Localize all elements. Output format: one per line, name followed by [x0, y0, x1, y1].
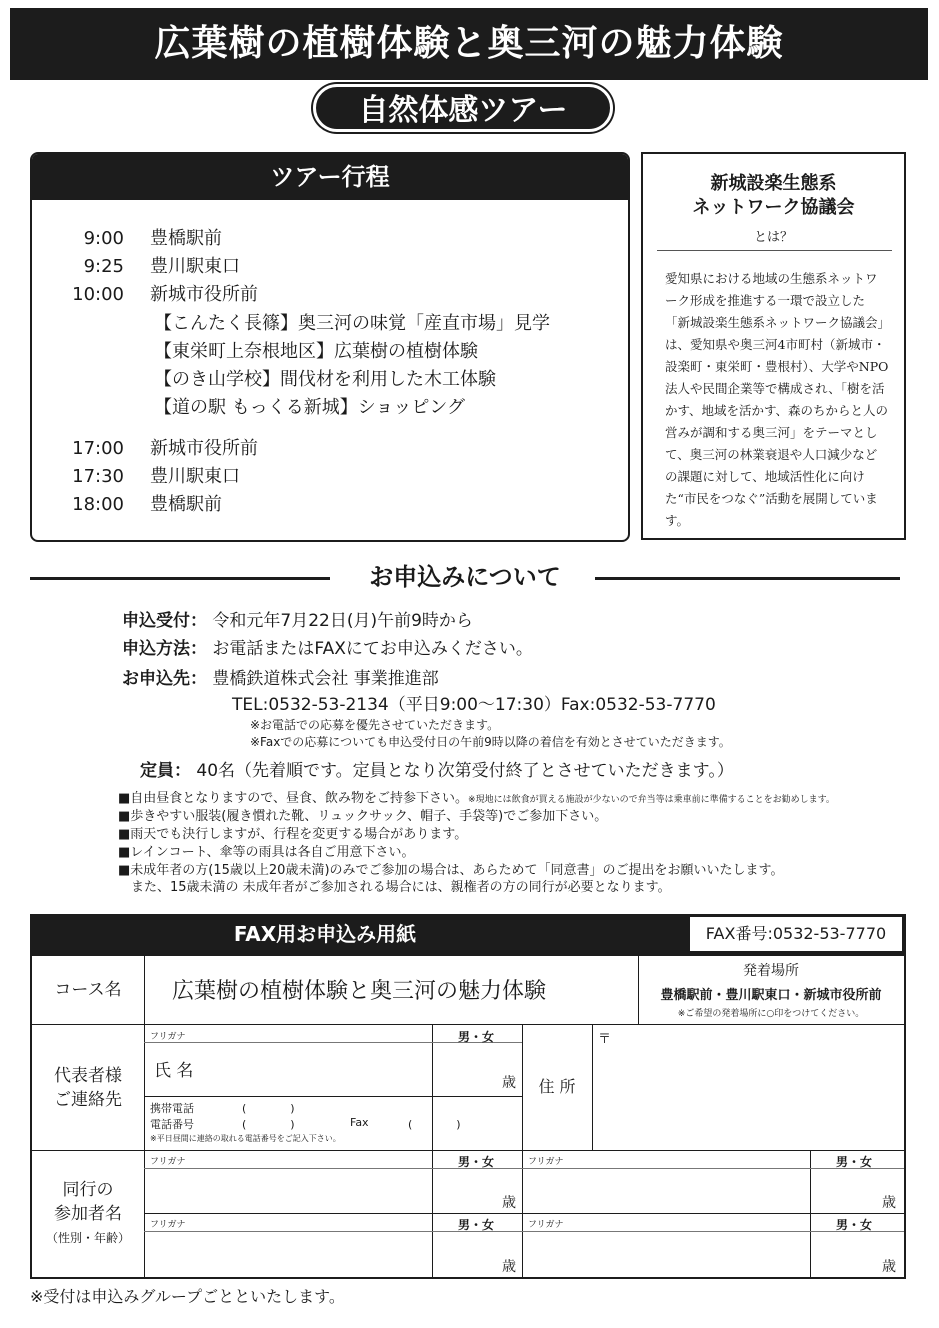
- address-label: 住 所: [538, 1077, 576, 1096]
- course-label: コース名: [54, 980, 122, 1000]
- gender-select[interactable]: 男・女: [458, 1030, 495, 1044]
- about-title: 新城設楽生態系 ネットワーク協議会: [692, 173, 855, 218]
- furigana-label: フリガナ: [150, 1157, 186, 1167]
- method-info: 申込方法： お電話またはFAXにてお申込みください。: [122, 639, 533, 659]
- grid-line: [144, 1231, 904, 1232]
- fax-form-title: FAX用お申込み用紙: [233, 922, 417, 946]
- age-suffix: 歳: [882, 1259, 896, 1275]
- fax-field[interactable]: ( ): [408, 1118, 461, 1131]
- gender-select[interactable]: 男・女: [458, 1155, 495, 1169]
- grid-line: [144, 1168, 904, 1169]
- place: 豊橋駅前: [150, 494, 222, 515]
- age-suffix: 歳: [502, 1075, 516, 1091]
- gender-select[interactable]: 男・女: [458, 1218, 495, 1232]
- departure-note: ※ご希望の発着場所に○印をつけてください。: [677, 1009, 865, 1019]
- gender-select[interactable]: 男・女: [836, 1155, 873, 1169]
- notice-item: ■レインコート、傘等の雨具は各自ご用意下さい。: [118, 845, 415, 860]
- place: 新城市役所前: [150, 438, 258, 459]
- time: 17:00: [72, 438, 124, 459]
- notice-item: ■未成年者の方(15歳以上20歳未満)のみでご参加の場合は、あらためて「同意書」のご提出をお願いいたします。: [118, 863, 784, 878]
- application-section-header: [30, 562, 900, 592]
- furigana-label: フリガナ: [528, 1157, 564, 1167]
- grid-line: [144, 956, 145, 1277]
- furigana-label: フリガナ: [528, 1220, 564, 1230]
- grid-line: [144, 1213, 904, 1214]
- notice-item: ■歩きやすい服装(履き慣れた靴、リュックサック、帽子、手袋等)でご参加下さい。: [118, 809, 608, 824]
- phone-note: ※平日昼間に連絡の取れる電話番号をご記入下さい。: [150, 1134, 341, 1143]
- course-value: 広葉樹の植樹体験と奥三河の魅力体験: [172, 979, 547, 1004]
- place: 新城市役所前: [150, 284, 258, 305]
- mobile-label: 携帯電話: [150, 1102, 194, 1115]
- grid-line: [32, 1150, 904, 1151]
- footer-note: ※受付は申込みグループごとといたします。: [30, 1287, 345, 1306]
- activity: 【道の駅 もっくる新城】ショッピング: [154, 397, 465, 418]
- note: ※Faxでの応募についても申込受付日の午前9時以降の着信を有効とさせていただきます。: [250, 735, 731, 749]
- application-form: [30, 954, 906, 1279]
- fax-number: FAX番号:0532-53-7770: [690, 917, 902, 951]
- phone-label: 電話番号: [150, 1118, 194, 1131]
- subtitle-badge: 自然体感ツアー: [313, 84, 613, 132]
- about-body: 愛知県における地域の生態系ネットワーク形成を推進する一環で設立した「新城設楽生態系ネットワーク協議会」は、愛知県や奥三河4市町村（新城市・設楽町・東栄町・豊根村）、大学やNPO法人や民間企業等で構成され、「樹を活かす、地域を活かす、森のちからと人の営みが調和する奥三河」をテーマとして、奥三河の林業衰退や人口減少などの課題に対して、地域活性化に向けた“市民をつなぐ”活動を展開しています。: [665, 271, 889, 528]
- itinerary-heading: ツアー行程: [32, 154, 628, 200]
- name-label: 氏 名: [154, 1061, 194, 1081]
- place: 豊川駅東口: [150, 256, 240, 277]
- activity: 【こんたく長篠】奥三河の味覚「産直市場」見学: [154, 313, 550, 334]
- divider: [657, 250, 892, 251]
- furigana-label: フリガナ: [150, 1220, 186, 1230]
- main-title: 広葉樹の植樹体験と奥三河の魅力体験: [10, 8, 928, 80]
- grid-line: [32, 1024, 904, 1025]
- departure-options[interactable]: 豊橋駅前・豊川駅東口・新城市役所前: [660, 988, 882, 1003]
- phone-field[interactable]: ( ): [242, 1118, 295, 1131]
- time: 17:30: [72, 466, 124, 487]
- fax-label: Fax: [350, 1116, 369, 1129]
- note: ※お電話での応募を優先させていただきます。: [250, 718, 500, 732]
- furigana-label: フリガナ: [150, 1032, 186, 1042]
- time: 18:00: [72, 494, 124, 515]
- activity: 【のき山学校】間伐材を利用した木工体験: [154, 369, 496, 390]
- gender-select[interactable]: 男・女: [836, 1218, 873, 1232]
- notice-item: ■自由昼食となりますので、昼食、飲み物をご持参下さい。※現地には飲食が買える施設が少ないので弁当等は乗車前に準備することをお勧めします。: [118, 791, 835, 806]
- age-suffix: 歳: [502, 1195, 516, 1211]
- time: 9:00: [83, 228, 124, 249]
- time: 10:00: [72, 284, 124, 305]
- time: 9:25: [83, 256, 124, 277]
- reception-info: 申込受付： 令和元年7月22日(月)午前9時から: [122, 611, 473, 631]
- notice-item: ■雨天でも決行しますが、行程を変更する場合があります。: [118, 827, 468, 842]
- fax-form-header: [30, 914, 906, 954]
- age-suffix: 歳: [502, 1259, 516, 1275]
- mobile-field[interactable]: ( ): [242, 1102, 295, 1115]
- contact-info: お申込先： 豊橋鉄道株式会社 事業推進部: [122, 669, 439, 689]
- itinerary-box: [30, 152, 630, 542]
- grid-line: [144, 1096, 522, 1097]
- activity: 【東栄町上奈根地区】広葉樹の植樹体験: [154, 341, 478, 362]
- contact-phone: TEL:0532-53-2134（平日9:00～17:30）Fax:0532-53-7770: [232, 695, 716, 715]
- capacity-info: 定員： 40名（先着順です。定員となり次第受付終了とさせていただきます。）: [140, 761, 734, 781]
- place: 豊川駅東口: [150, 466, 240, 487]
- place: 豊橋駅前: [150, 228, 222, 249]
- departure-label: 発着場所: [743, 963, 799, 979]
- about-title-suffix: とは？: [753, 230, 793, 245]
- notice-item: また、15歳未満の 未成年者がご参加される場合には、親権者の方の同行が必要となります。: [118, 880, 671, 895]
- age-suffix: 歳: [882, 1195, 896, 1211]
- grid-line: [592, 1024, 593, 1151]
- companion-label: 同行の 参加者名 （性別・年齢）: [45, 1180, 130, 1245]
- application-heading: お申込みについて: [369, 563, 561, 591]
- about-box: [641, 152, 906, 540]
- postal-mark: 〒: [598, 1032, 612, 1047]
- representative-label: 代表者様 ご連絡先: [54, 1066, 122, 1110]
